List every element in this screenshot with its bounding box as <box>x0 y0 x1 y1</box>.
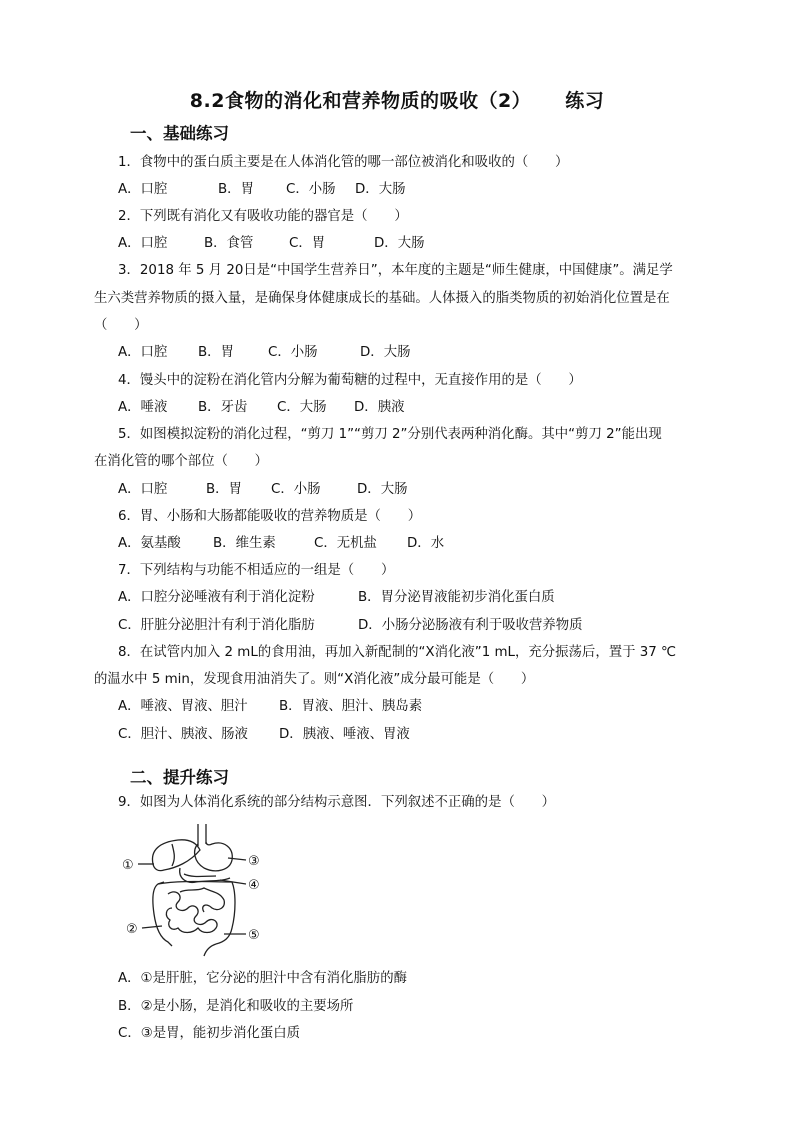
option-a: A．口腔 <box>118 182 168 197</box>
option-b: B．胃 <box>206 482 242 497</box>
option-c: C．小肠 <box>271 482 321 497</box>
option-a: A．口腔 <box>118 482 168 497</box>
option-b: B．胃 <box>218 182 254 197</box>
section-basic-heading: 一、基础练习 <box>130 124 229 143</box>
option-d: D．大肠 <box>374 236 425 251</box>
option-b: B．胃液、胆汁、胰岛素 <box>279 699 423 714</box>
question-9-option-c: C．③是胃，能初步消化蛋白质 <box>118 1026 301 1041</box>
option-a: A．口腔分泌唾液有利于消化淀粉 <box>118 590 315 605</box>
rectum-shape <box>204 944 216 956</box>
title-main: 8.2食物的消化和营养物质的吸收（2） <box>189 90 532 112</box>
option-c: C．胃 <box>289 236 326 251</box>
question-3-line-1: 3．2018 年 5 月 20日是“中国学生营养日”，本年度的主题是“师生健康，中国健康”。满足学 <box>118 263 673 278</box>
option-c: C．胆汁、胰液、肠液 <box>118 727 248 742</box>
question-4-stem: 4．馒头中的淀粉在消化管内分解为葡萄糖的过程中，无直接作用的是（ ） <box>118 373 582 388</box>
figure-label-4: ④ <box>248 878 260 893</box>
figure-label-2: ② <box>126 922 138 937</box>
pancreas-inner <box>184 874 216 877</box>
question-9-stem: 9．如图为人体消化系统的部分结构示意图．下列叙述不正确的是（ ） <box>118 795 556 810</box>
option-a: A．唾液、胃液、胆汁 <box>118 699 248 714</box>
title-suffix: 练习 <box>565 90 605 112</box>
figure-label-3: ③ <box>248 854 260 869</box>
option-a: A．口腔 <box>118 345 168 360</box>
question-8-line-2: 的温水中 5 min，发现食用油消失了。则“X消化液”成分最可能是（ ） <box>94 672 535 687</box>
option-b: B．维生素 <box>213 536 276 551</box>
question-5-line-2: 在消化管的哪个部位（ ） <box>94 454 269 469</box>
option-d: D．大肠 <box>360 345 411 360</box>
option-b: B．胃分泌胃液能初步消化蛋白质 <box>358 590 555 605</box>
liver-shape <box>152 840 200 871</box>
option-d: D．大肠 <box>355 182 406 197</box>
figure-label-5: ⑤ <box>248 928 260 943</box>
question-9-option-a: A．①是肝脏，它分泌的胆汁中含有消化脂肪的酶 <box>118 971 407 986</box>
question-5-line-1: 5．如图模拟淀粉的消化过程，“剪刀 1”“剪刀 2”分别代表两种消化酶。其中“剪刀 2”能出现 <box>118 427 662 442</box>
option-d: D．胰液 <box>354 400 405 415</box>
section-advanced-heading: 二、提升练习 <box>130 768 229 787</box>
label-3-leader <box>228 858 246 860</box>
option-b: B．食管 <box>204 236 254 251</box>
option-d: D．水 <box>407 536 445 551</box>
question-8-line-1: 8．在试管内加入 2 mL的食用油，再加入新配制的“X消化液”1 mL，充分振荡后，置于 37 ℃ <box>118 645 677 660</box>
question-7-stem: 7．下列结构与功能不相适应的一组是（ ） <box>118 563 395 578</box>
option-b: B．胃 <box>198 345 234 360</box>
stomach-shape <box>195 842 233 871</box>
digestive-system-diagram <box>120 822 270 957</box>
question-3-line-3: （ ） <box>94 318 148 333</box>
question-9-option-b: B．②是小肠，是消化和吸收的主要场所 <box>118 999 354 1014</box>
option-d: D．大肠 <box>357 482 408 497</box>
question-2-stem: 2．下列既有消化又有吸收功能的器官是（ ） <box>118 209 408 224</box>
page-title <box>0 86 794 113</box>
esophagus-shape <box>198 824 206 846</box>
option-d: D．小肠分泌肠液有利于吸收营养物质 <box>358 618 583 633</box>
option-a: A．氨基酸 <box>118 536 181 551</box>
question-3-line-2: 生六类营养物质的摄入量，是确保身体健康成长的基础。人体摄入的脂类物质的初始消化位置是在 <box>94 291 670 306</box>
option-a: A．口腔 <box>118 236 168 251</box>
option-c: C．小肠 <box>268 345 318 360</box>
option-c: C．小肠 <box>286 182 336 197</box>
liver-detail <box>172 844 174 866</box>
label-2-leader <box>142 926 162 928</box>
option-a: A．唾液 <box>118 400 168 415</box>
question-6-stem: 6．胃、小肠和大肠都能吸收的营养物质是（ ） <box>118 509 422 524</box>
colon-shape <box>158 882 235 945</box>
option-b: B．牙齿 <box>198 400 248 415</box>
option-c: C．肝脏分泌胆汁有利于消化脂肪 <box>118 618 315 633</box>
question-1-stem: 1．食物中的蛋白质主要是在人体消化管的哪一部位被消化和吸收的（ ） <box>118 155 569 170</box>
figure-label-1: ① <box>122 858 134 873</box>
small-intestine-shape <box>166 892 217 933</box>
ascending-colon-shape <box>153 882 172 946</box>
option-c: C．无机盐 <box>314 536 377 551</box>
option-c: C．大肠 <box>277 400 327 415</box>
option-d: D．胰液、唾液、胃液 <box>279 727 410 742</box>
